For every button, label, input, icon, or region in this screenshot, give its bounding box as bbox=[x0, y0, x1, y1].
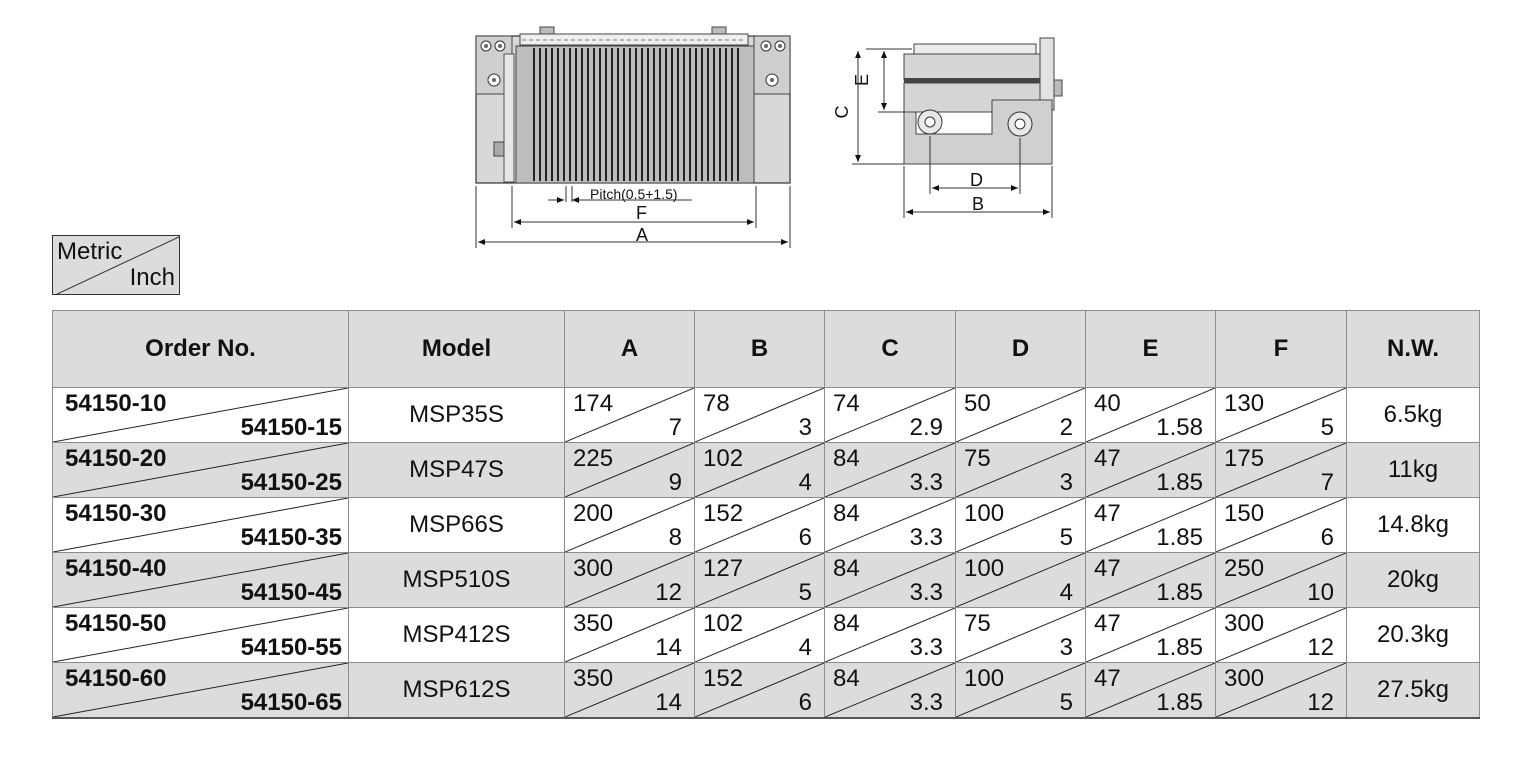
dim-b-inch: 3 bbox=[798, 414, 812, 441]
dim-f-inch: 7 bbox=[1320, 469, 1334, 496]
dim-f-cell bbox=[1216, 663, 1347, 719]
dim-f-inch: 12 bbox=[1307, 634, 1334, 661]
dim-d-inch: 3 bbox=[1059, 469, 1073, 496]
dim-b-inch: 4 bbox=[798, 634, 812, 661]
order-no-inch: 54150-35 bbox=[240, 524, 342, 551]
dim-b-inch: 5 bbox=[798, 579, 812, 606]
nw-cell bbox=[1347, 608, 1480, 663]
dim-a-inch: 14 bbox=[655, 634, 682, 661]
dim-a-metric: 174 bbox=[573, 390, 614, 417]
dim-e-metric: 47 bbox=[1094, 665, 1121, 692]
dim-d-metric: 100 bbox=[964, 500, 1005, 527]
dim-a-inch: 9 bbox=[668, 469, 682, 496]
dim-f-cell bbox=[1216, 443, 1347, 498]
nw-cell bbox=[1347, 443, 1480, 498]
table-row bbox=[53, 608, 1480, 663]
nw-cell bbox=[1347, 663, 1480, 719]
table-body bbox=[53, 388, 1480, 719]
dim-b-cell bbox=[695, 498, 825, 553]
dim-c-cell bbox=[825, 553, 956, 608]
spec-table bbox=[52, 310, 1480, 719]
table-row bbox=[53, 553, 1480, 608]
model-value: MSP47S bbox=[409, 456, 504, 483]
dim-f-inch: 12 bbox=[1307, 689, 1334, 716]
nw-cell bbox=[1347, 388, 1480, 443]
dim-f-metric: 130 bbox=[1224, 390, 1265, 417]
product-drawing bbox=[0, 0, 1524, 300]
dim-c-inch: 3.3 bbox=[909, 524, 943, 551]
dim-c-cell bbox=[825, 608, 956, 663]
nw-value: 20.3kg bbox=[1376, 621, 1450, 648]
nw-cell bbox=[1347, 553, 1480, 608]
dim-d-cell bbox=[956, 553, 1086, 608]
dim-b-metric: 127 bbox=[703, 555, 744, 582]
model-cell bbox=[349, 388, 565, 443]
dim-e-metric: 47 bbox=[1094, 445, 1121, 472]
dim-e-metric: 47 bbox=[1094, 500, 1121, 527]
nw-value: 6.5kg bbox=[1383, 401, 1443, 428]
dim-e-label: E bbox=[852, 73, 872, 87]
dim-e-inch: 1.85 bbox=[1156, 689, 1203, 716]
nw-value: 14.8kg bbox=[1376, 511, 1450, 538]
dim-a-cell bbox=[565, 443, 695, 498]
model-value: MSP66S bbox=[409, 511, 504, 538]
dim-a-inch: 14 bbox=[655, 689, 682, 716]
dim-c-cell bbox=[825, 498, 956, 553]
dim-e-metric: 47 bbox=[1094, 610, 1121, 637]
order-no-cell bbox=[53, 608, 349, 663]
dim-d-metric: 75 bbox=[964, 445, 991, 472]
model-cell bbox=[349, 663, 565, 719]
header-c: C bbox=[825, 311, 956, 388]
order-no-cell bbox=[53, 553, 349, 608]
order-no-cell bbox=[53, 443, 349, 498]
side-view-drawing bbox=[832, 38, 1062, 218]
dim-b-cell bbox=[695, 388, 825, 443]
dim-c-inch: 2.9 bbox=[909, 414, 943, 441]
order-no-inch: 54150-15 bbox=[240, 414, 342, 441]
order-no-metric: 54150-30 bbox=[65, 500, 167, 527]
header-nw: N.W. bbox=[1347, 311, 1480, 388]
dim-c-inch: 3.3 bbox=[909, 579, 943, 606]
header-order-no: Order No. bbox=[53, 311, 349, 388]
order-no-metric: 54150-10 bbox=[65, 390, 167, 417]
dim-d-cell bbox=[956, 443, 1086, 498]
dim-e-cell bbox=[1086, 553, 1216, 608]
dim-c-metric: 74 bbox=[833, 390, 860, 417]
dim-e-cell bbox=[1086, 498, 1216, 553]
model-value: MSP412S bbox=[402, 621, 511, 648]
dim-c-metric: 84 bbox=[833, 500, 860, 527]
dim-d-inch: 5 bbox=[1059, 524, 1073, 551]
nw-value: 11kg bbox=[1387, 456, 1439, 483]
dim-a-metric: 200 bbox=[573, 500, 614, 527]
table-row bbox=[53, 443, 1480, 498]
front-view-drawing bbox=[476, 27, 790, 248]
dim-a-inch: 7 bbox=[668, 414, 682, 441]
dim-f-metric: 175 bbox=[1224, 445, 1265, 472]
header-a: A bbox=[565, 311, 695, 388]
dim-a-inch: 12 bbox=[655, 579, 682, 606]
dim-f-inch: 10 bbox=[1307, 579, 1334, 606]
dim-c-metric: 84 bbox=[833, 610, 860, 637]
dim-c-label: C bbox=[832, 105, 852, 119]
dim-c-cell bbox=[825, 388, 956, 443]
key-metric-label: Metric bbox=[57, 238, 123, 265]
order-no-cell bbox=[53, 388, 349, 443]
dim-d-inch: 2 bbox=[1059, 414, 1073, 441]
model-cell bbox=[349, 443, 565, 498]
dim-b-metric: 102 bbox=[703, 445, 744, 472]
pitch-label: Pitch(0.5+1.5) bbox=[590, 186, 678, 202]
dim-b-label: B bbox=[972, 194, 985, 214]
dim-f-inch: 5 bbox=[1320, 414, 1334, 441]
dim-f-label: F bbox=[636, 203, 647, 223]
dim-c-inch: 3.3 bbox=[909, 634, 943, 661]
dim-f-metric: 300 bbox=[1224, 665, 1265, 692]
dim-d-inch: 3 bbox=[1059, 634, 1073, 661]
order-no-inch: 54150-65 bbox=[240, 689, 342, 716]
header-d: D bbox=[956, 311, 1086, 388]
dim-b-cell bbox=[695, 553, 825, 608]
key-inch-label: Inch bbox=[129, 264, 175, 291]
dim-c-inch: 3.3 bbox=[909, 689, 943, 716]
dim-b-cell bbox=[695, 443, 825, 498]
dim-f-inch: 6 bbox=[1320, 524, 1334, 551]
dim-a-metric: 300 bbox=[573, 555, 614, 582]
dim-c-cell bbox=[825, 443, 956, 498]
dim-c-metric: 84 bbox=[833, 555, 860, 582]
table-row bbox=[53, 388, 1480, 443]
dim-e-cell bbox=[1086, 388, 1216, 443]
dim-b-metric: 102 bbox=[703, 610, 744, 637]
dim-e-cell bbox=[1086, 608, 1216, 663]
dim-b-metric: 152 bbox=[703, 500, 744, 527]
dim-e-inch: 1.85 bbox=[1156, 634, 1203, 661]
dim-b-inch: 4 bbox=[798, 469, 812, 496]
model-cell bbox=[349, 553, 565, 608]
dim-a-cell bbox=[565, 498, 695, 553]
dim-e-metric: 40 bbox=[1094, 390, 1121, 417]
dim-a-metric: 350 bbox=[573, 665, 614, 692]
order-no-inch: 54150-25 bbox=[240, 469, 342, 496]
order-no-metric: 54150-40 bbox=[65, 555, 167, 582]
dim-d-inch: 4 bbox=[1059, 579, 1073, 606]
dim-d-cell bbox=[956, 388, 1086, 443]
dim-d-cell bbox=[956, 608, 1086, 663]
dim-b-metric: 78 bbox=[703, 390, 730, 417]
order-no-cell bbox=[53, 663, 349, 719]
order-no-cell bbox=[53, 498, 349, 553]
header-e: E bbox=[1086, 311, 1216, 388]
header-f: F bbox=[1216, 311, 1347, 388]
dim-e-cell bbox=[1086, 443, 1216, 498]
order-no-inch: 54150-45 bbox=[240, 579, 342, 606]
order-no-metric: 54150-50 bbox=[65, 610, 167, 637]
dim-b-metric: 152 bbox=[703, 665, 744, 692]
dim-b-inch: 6 bbox=[798, 524, 812, 551]
nw-cell bbox=[1347, 498, 1480, 553]
model-value: MSP510S bbox=[402, 566, 511, 593]
dim-c-cell bbox=[825, 663, 956, 719]
table-row bbox=[53, 663, 1480, 719]
metric-inch-key bbox=[52, 235, 180, 295]
dim-e-inch: 1.85 bbox=[1156, 579, 1203, 606]
dim-f-cell bbox=[1216, 553, 1347, 608]
table-header-row bbox=[53, 311, 1480, 388]
dim-a-cell bbox=[565, 553, 695, 608]
dim-a-label: A bbox=[636, 225, 649, 245]
dim-d-metric: 100 bbox=[964, 555, 1005, 582]
order-no-metric: 54150-60 bbox=[65, 665, 167, 692]
table-row bbox=[53, 498, 1480, 553]
dim-d-cell bbox=[956, 498, 1086, 553]
dim-d-metric: 50 bbox=[964, 390, 991, 417]
dim-e-metric: 47 bbox=[1094, 555, 1121, 582]
dim-e-inch: 1.58 bbox=[1156, 414, 1203, 441]
dim-a-cell bbox=[565, 388, 695, 443]
dim-f-cell bbox=[1216, 608, 1347, 663]
model-value: MSP35S bbox=[409, 401, 504, 428]
nw-value: 27.5kg bbox=[1376, 676, 1450, 703]
nw-value: 20kg bbox=[1386, 566, 1440, 593]
dim-f-cell bbox=[1216, 498, 1347, 553]
dim-a-metric: 225 bbox=[573, 445, 614, 472]
dim-d-label: D bbox=[970, 170, 983, 190]
header-model: Model bbox=[349, 311, 565, 388]
dim-f-metric: 150 bbox=[1224, 500, 1265, 527]
model-cell bbox=[349, 498, 565, 553]
dim-a-cell bbox=[565, 663, 695, 719]
header-b: B bbox=[695, 311, 825, 388]
dim-a-inch: 8 bbox=[668, 524, 682, 551]
dim-c-metric: 84 bbox=[833, 445, 860, 472]
order-no-inch: 54150-55 bbox=[240, 634, 342, 661]
dim-d-metric: 100 bbox=[964, 665, 1005, 692]
dim-e-inch: 1.85 bbox=[1156, 469, 1203, 496]
dim-c-inch: 3.3 bbox=[909, 469, 943, 496]
dim-f-metric: 250 bbox=[1224, 555, 1265, 582]
dim-b-cell bbox=[695, 608, 825, 663]
dim-d-inch: 5 bbox=[1059, 689, 1073, 716]
dim-d-metric: 75 bbox=[964, 610, 991, 637]
dim-f-metric: 300 bbox=[1224, 610, 1265, 637]
dim-d-cell bbox=[956, 663, 1086, 719]
dim-a-metric: 350 bbox=[573, 610, 614, 637]
dim-c-metric: 84 bbox=[833, 665, 860, 692]
model-value: MSP612S bbox=[402, 676, 511, 703]
model-cell bbox=[349, 608, 565, 663]
dim-f-cell bbox=[1216, 388, 1347, 443]
dim-b-inch: 6 bbox=[798, 689, 812, 716]
dim-e-cell bbox=[1086, 663, 1216, 719]
dim-e-inch: 1.85 bbox=[1156, 524, 1203, 551]
order-no-metric: 54150-20 bbox=[65, 445, 167, 472]
dim-a-cell bbox=[565, 608, 695, 663]
dim-b-cell bbox=[695, 663, 825, 719]
